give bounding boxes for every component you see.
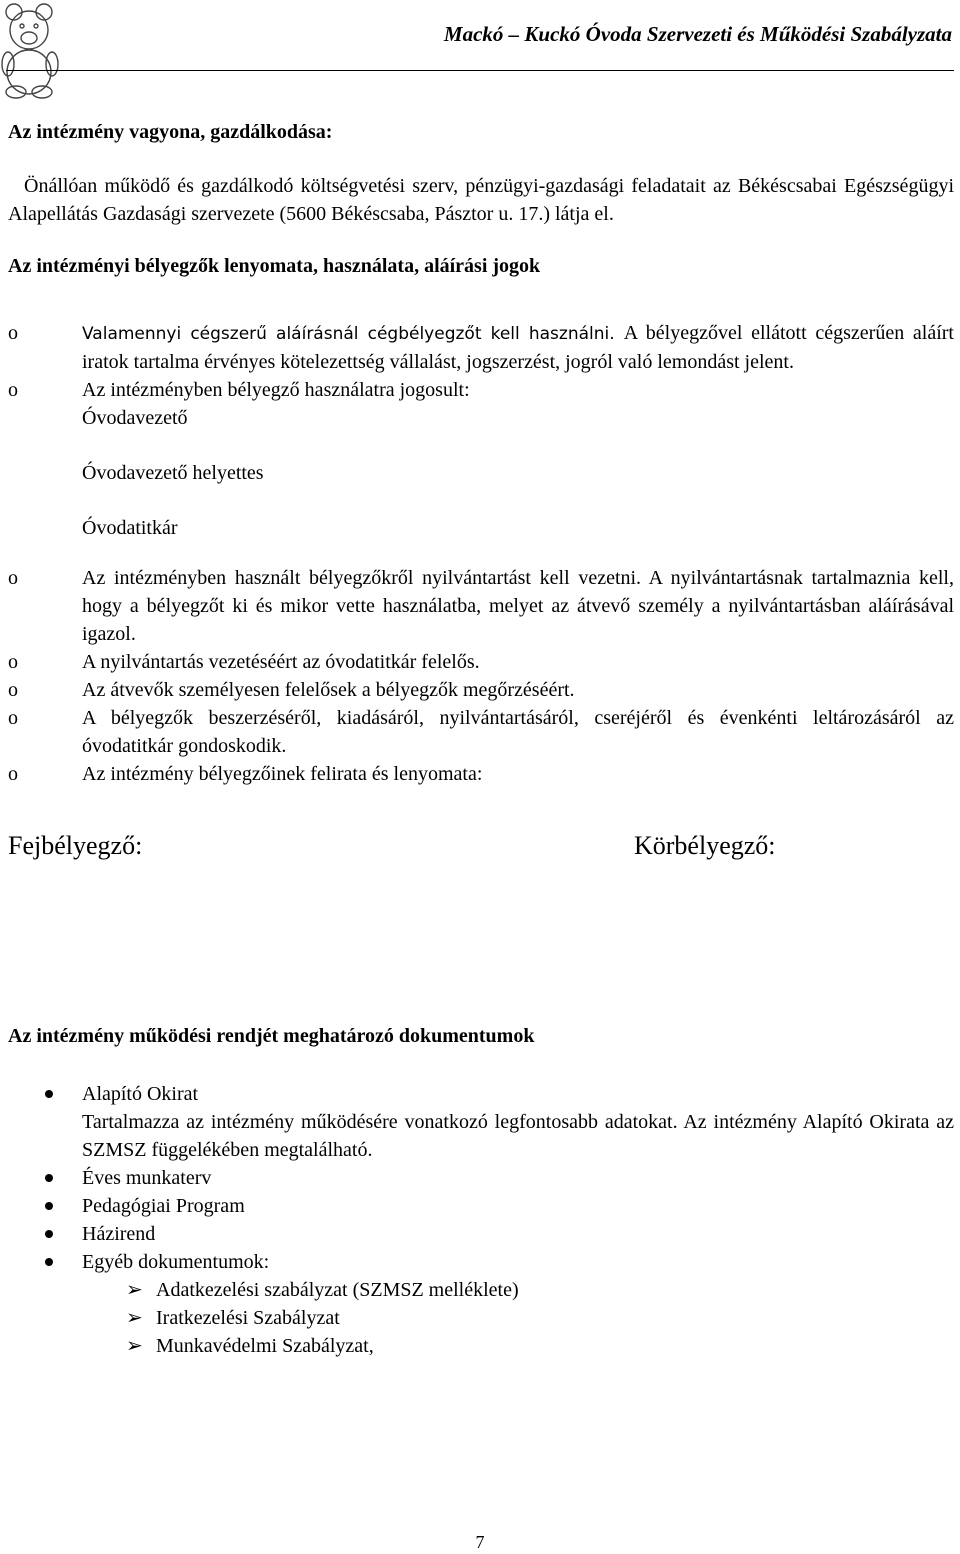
- documents-list: [8, 1080, 954, 1276]
- list-item: [8, 648, 954, 676]
- list-item: [8, 1080, 954, 1164]
- document-title: Éves munkaterv: [82, 1167, 212, 1189]
- procurement-text: A bélyegzők beszerzéséről, kiadásáról, nyilvántartásáról, cseréjéről és évenkénti leltározásáról az óvodatitkár gondoskodik.: [82, 707, 954, 757]
- running-header: Mackó – Kuckó Óvoda Szervezeti és Működési Szabályzata: [443, 22, 952, 46]
- sub-document-title: Munkavédelmi Szabályzat,: [156, 1335, 374, 1357]
- bullet-icon: [45, 1202, 53, 1210]
- registry-responsible: A nyilvántartás vezetéséért az óvodatitkár felelős.: [82, 651, 480, 673]
- stamp-labels: [8, 832, 954, 872]
- list-marker: o: [8, 763, 18, 785]
- recipient-responsibility: Az átvevők személyesen felelősek a bélyegzők megőrzéséért.: [82, 679, 575, 701]
- bullet-icon: [45, 1258, 53, 1266]
- list-item: [8, 1192, 954, 1220]
- authorized-person: Óvodavezető: [82, 407, 188, 429]
- list-marker: o: [8, 567, 18, 589]
- bullet-icon: [45, 1230, 53, 1238]
- assets-paragraph: Önállóan működő és gazdálkodó költségvetési szerv, pénzügyi-gazdasági feladatait az Békéscsabai Egészségügyi Alapellátás Gazdasági szervezete (5600 Békéscsaba, Pásztor u. 17.) látja el.: [8, 175, 954, 225]
- registry-text: Az intézményben használt bélyegzőkről nyilvántartást kell vezetni. A nyilvántartásnak tartalmaznia kell, hogy a bélyegzőt ki és mikor vette használatba, melyet az átvevő személy a nyilvántartásban aláírásával igazol.: [82, 567, 954, 645]
- document-title: Alapító Okirat: [82, 1083, 199, 1105]
- list-marker: o: [8, 679, 18, 701]
- list-item: [8, 760, 954, 788]
- document-title: Egyéb dokumentumok:: [82, 1251, 270, 1273]
- authorized-person: Óvodavezető helyettes: [82, 462, 264, 484]
- authorized-intro: Az intézményben bélyegző használatra jogosult:: [82, 379, 470, 401]
- stamp-imprint-intro: Az intézmény bélyegzőinek felirata és lenyomata:: [82, 763, 483, 785]
- section-heading-stamps: Az intézményi bélyegzők lenyomata, használata, aláírási jogok: [8, 255, 541, 277]
- stamp-rule-text: Valamennyi cégszerű aláírásnál cégbélyegzőt kell használni.: [82, 324, 624, 344]
- arrow-icon: ➢: [126, 1307, 143, 1329]
- section-heading-assets: Az intézmény vagyona, gazdálkodása:: [8, 121, 333, 143]
- round-stamp-label: Körbélyegző:: [634, 831, 776, 860]
- authorized-person: Óvodatitkár: [82, 517, 178, 539]
- list-item: [8, 1164, 954, 1192]
- other-documents-list: [8, 1276, 954, 1360]
- list-item: [126, 1304, 954, 1332]
- list-item: [8, 704, 954, 760]
- list-marker: o: [8, 322, 18, 344]
- bullet-icon: [45, 1174, 53, 1182]
- sub-document-title: Adatkezelési szabályzat (SZMSZ melléklete): [156, 1279, 519, 1301]
- stamps-list: [8, 319, 954, 788]
- list-item: [8, 319, 954, 376]
- list-item: [126, 1276, 954, 1304]
- bullet-icon: [45, 1090, 53, 1098]
- charter-description: Tartalmazza az intézmény működésére vonatkozó legfontosabb adatokat. Az intézmény Alapító Okirata az SZMSZ függelékében megtalálható.: [82, 1111, 954, 1161]
- list-item: [8, 376, 954, 542]
- list-marker: o: [8, 651, 18, 673]
- list-item: [8, 676, 954, 704]
- head-stamp-label: Fejbélyegző:: [8, 831, 143, 860]
- section-heading-documents: Az intézmény működési rendjét meghatározó dokumentumok: [8, 1025, 535, 1047]
- list-item: [8, 1248, 954, 1276]
- list-item: [8, 1220, 954, 1248]
- stamp-rule-text-cont: A bélyegzővel ellátott cégszerűen aláírt iratok tartalma érvényes kötelezettség vállalást, jogszerzést, jogról való lemondást jelent.: [82, 322, 954, 373]
- list-marker: o: [8, 379, 18, 401]
- arrow-icon: ➢: [126, 1279, 143, 1301]
- document-title: Pedagógiai Program: [82, 1195, 245, 1217]
- sub-document-title: Iratkezelési Szabályzat: [156, 1307, 340, 1329]
- document-title: Házirend: [82, 1223, 156, 1245]
- page-content: [8, 118, 954, 1360]
- list-marker: o: [8, 707, 18, 729]
- list-item: [126, 1332, 954, 1360]
- arrow-icon: ➢: [126, 1335, 143, 1357]
- header-divider: [6, 70, 954, 71]
- page-number: 7: [475, 1532, 485, 1552]
- teddy-bear-icon: [0, 0, 62, 100]
- list-item: [8, 564, 954, 648]
